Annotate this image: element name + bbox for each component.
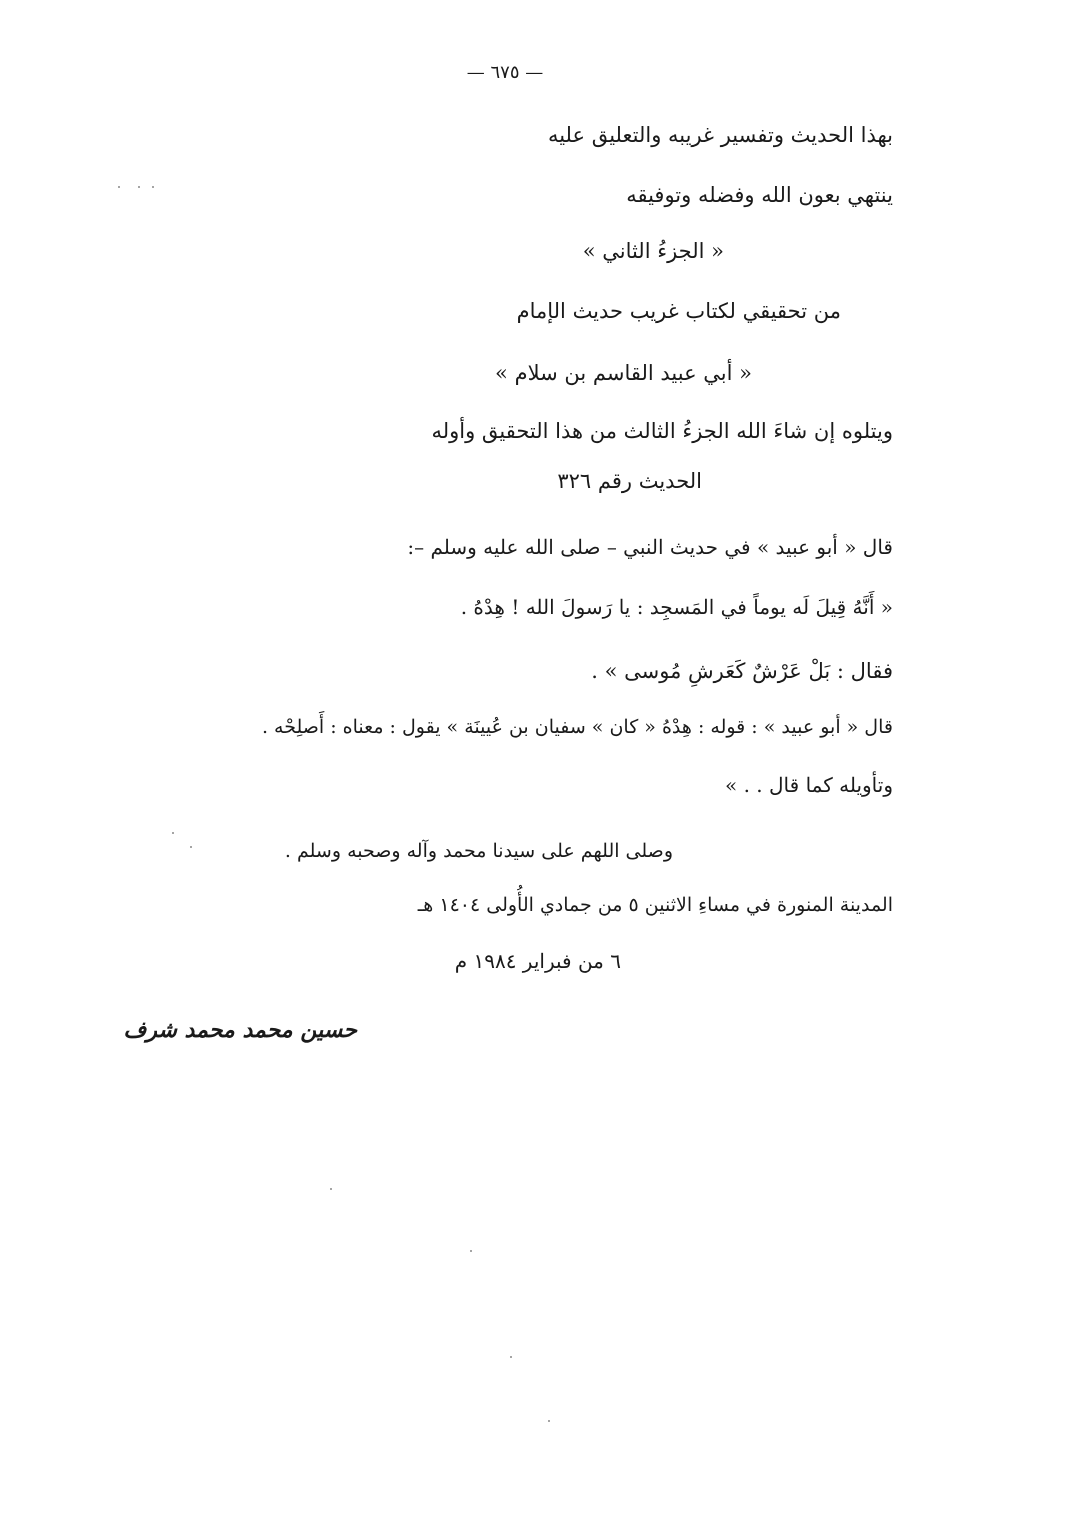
text-line-2: ينتهي بعون الله وفضله وتوفيقه	[626, 183, 893, 207]
text-line-3: « الجزءُ الثاني »	[582, 239, 724, 263]
scan-speck	[152, 186, 154, 188]
text-line-1: بهذا الحديث وتفسير غريبه والتعليق عليه	[547, 123, 893, 147]
scan-speck	[548, 1420, 550, 1422]
text-line-10: فقال : بَلْ عَرْشٌ كَعَرشِ مُوسى » .	[591, 659, 893, 683]
text-line-7: الحديث رقم ٣٢٦	[557, 469, 702, 493]
text-line-5: « أبي عبيد القاسم بن سلام »	[495, 361, 752, 385]
text-line-14: المدينة المنورة في مساءِ الاثنين ٥ من جمادي الأُولى ١٤٠٤ هـ	[417, 894, 893, 916]
text-line-11: قال « أبو عبيد » : قوله : هِدْهُ « كان » سفيان بن عُيينَة » يقول : معناه : أَصلِحْه .	[261, 716, 893, 738]
scan-speck	[172, 832, 174, 834]
text-line-9: « أَنَّهُ قِيلَ لَه يوماً في المَسجِد : يا رَسولَ الله ! هِدْهُ .	[460, 595, 893, 619]
scan-speck	[330, 1188, 332, 1190]
page-number: — ٦٧٥ —	[466, 62, 544, 83]
scan-speck	[118, 186, 120, 188]
scan-speck	[470, 1250, 472, 1252]
text-line-8: قال « أبو عبيد » في حديث النبي – صلى الله عليه وسلم –:	[407, 535, 893, 559]
text-line-4: من تحقيقي لكتاب غريب حديث الإمام	[516, 299, 841, 323]
text-line-12: وتأويله كما قال . . »	[725, 773, 893, 797]
scan-speck	[190, 846, 192, 848]
text-line-15: ٦ من فبراير ١٩٨٤ م	[454, 949, 621, 973]
text-line-6: ويتلوه إن شاءَ الله الجزءُ الثالث من هذا التحقيق وأوله	[431, 419, 893, 443]
scan-speck	[138, 186, 140, 188]
scan-speck	[510, 1356, 512, 1358]
signature: حسين محمد محمد شرف	[123, 1017, 357, 1043]
text-line-13: وصلى اللهم على سيدنا محمد وآله وصحبه وسلم .	[284, 840, 673, 862]
